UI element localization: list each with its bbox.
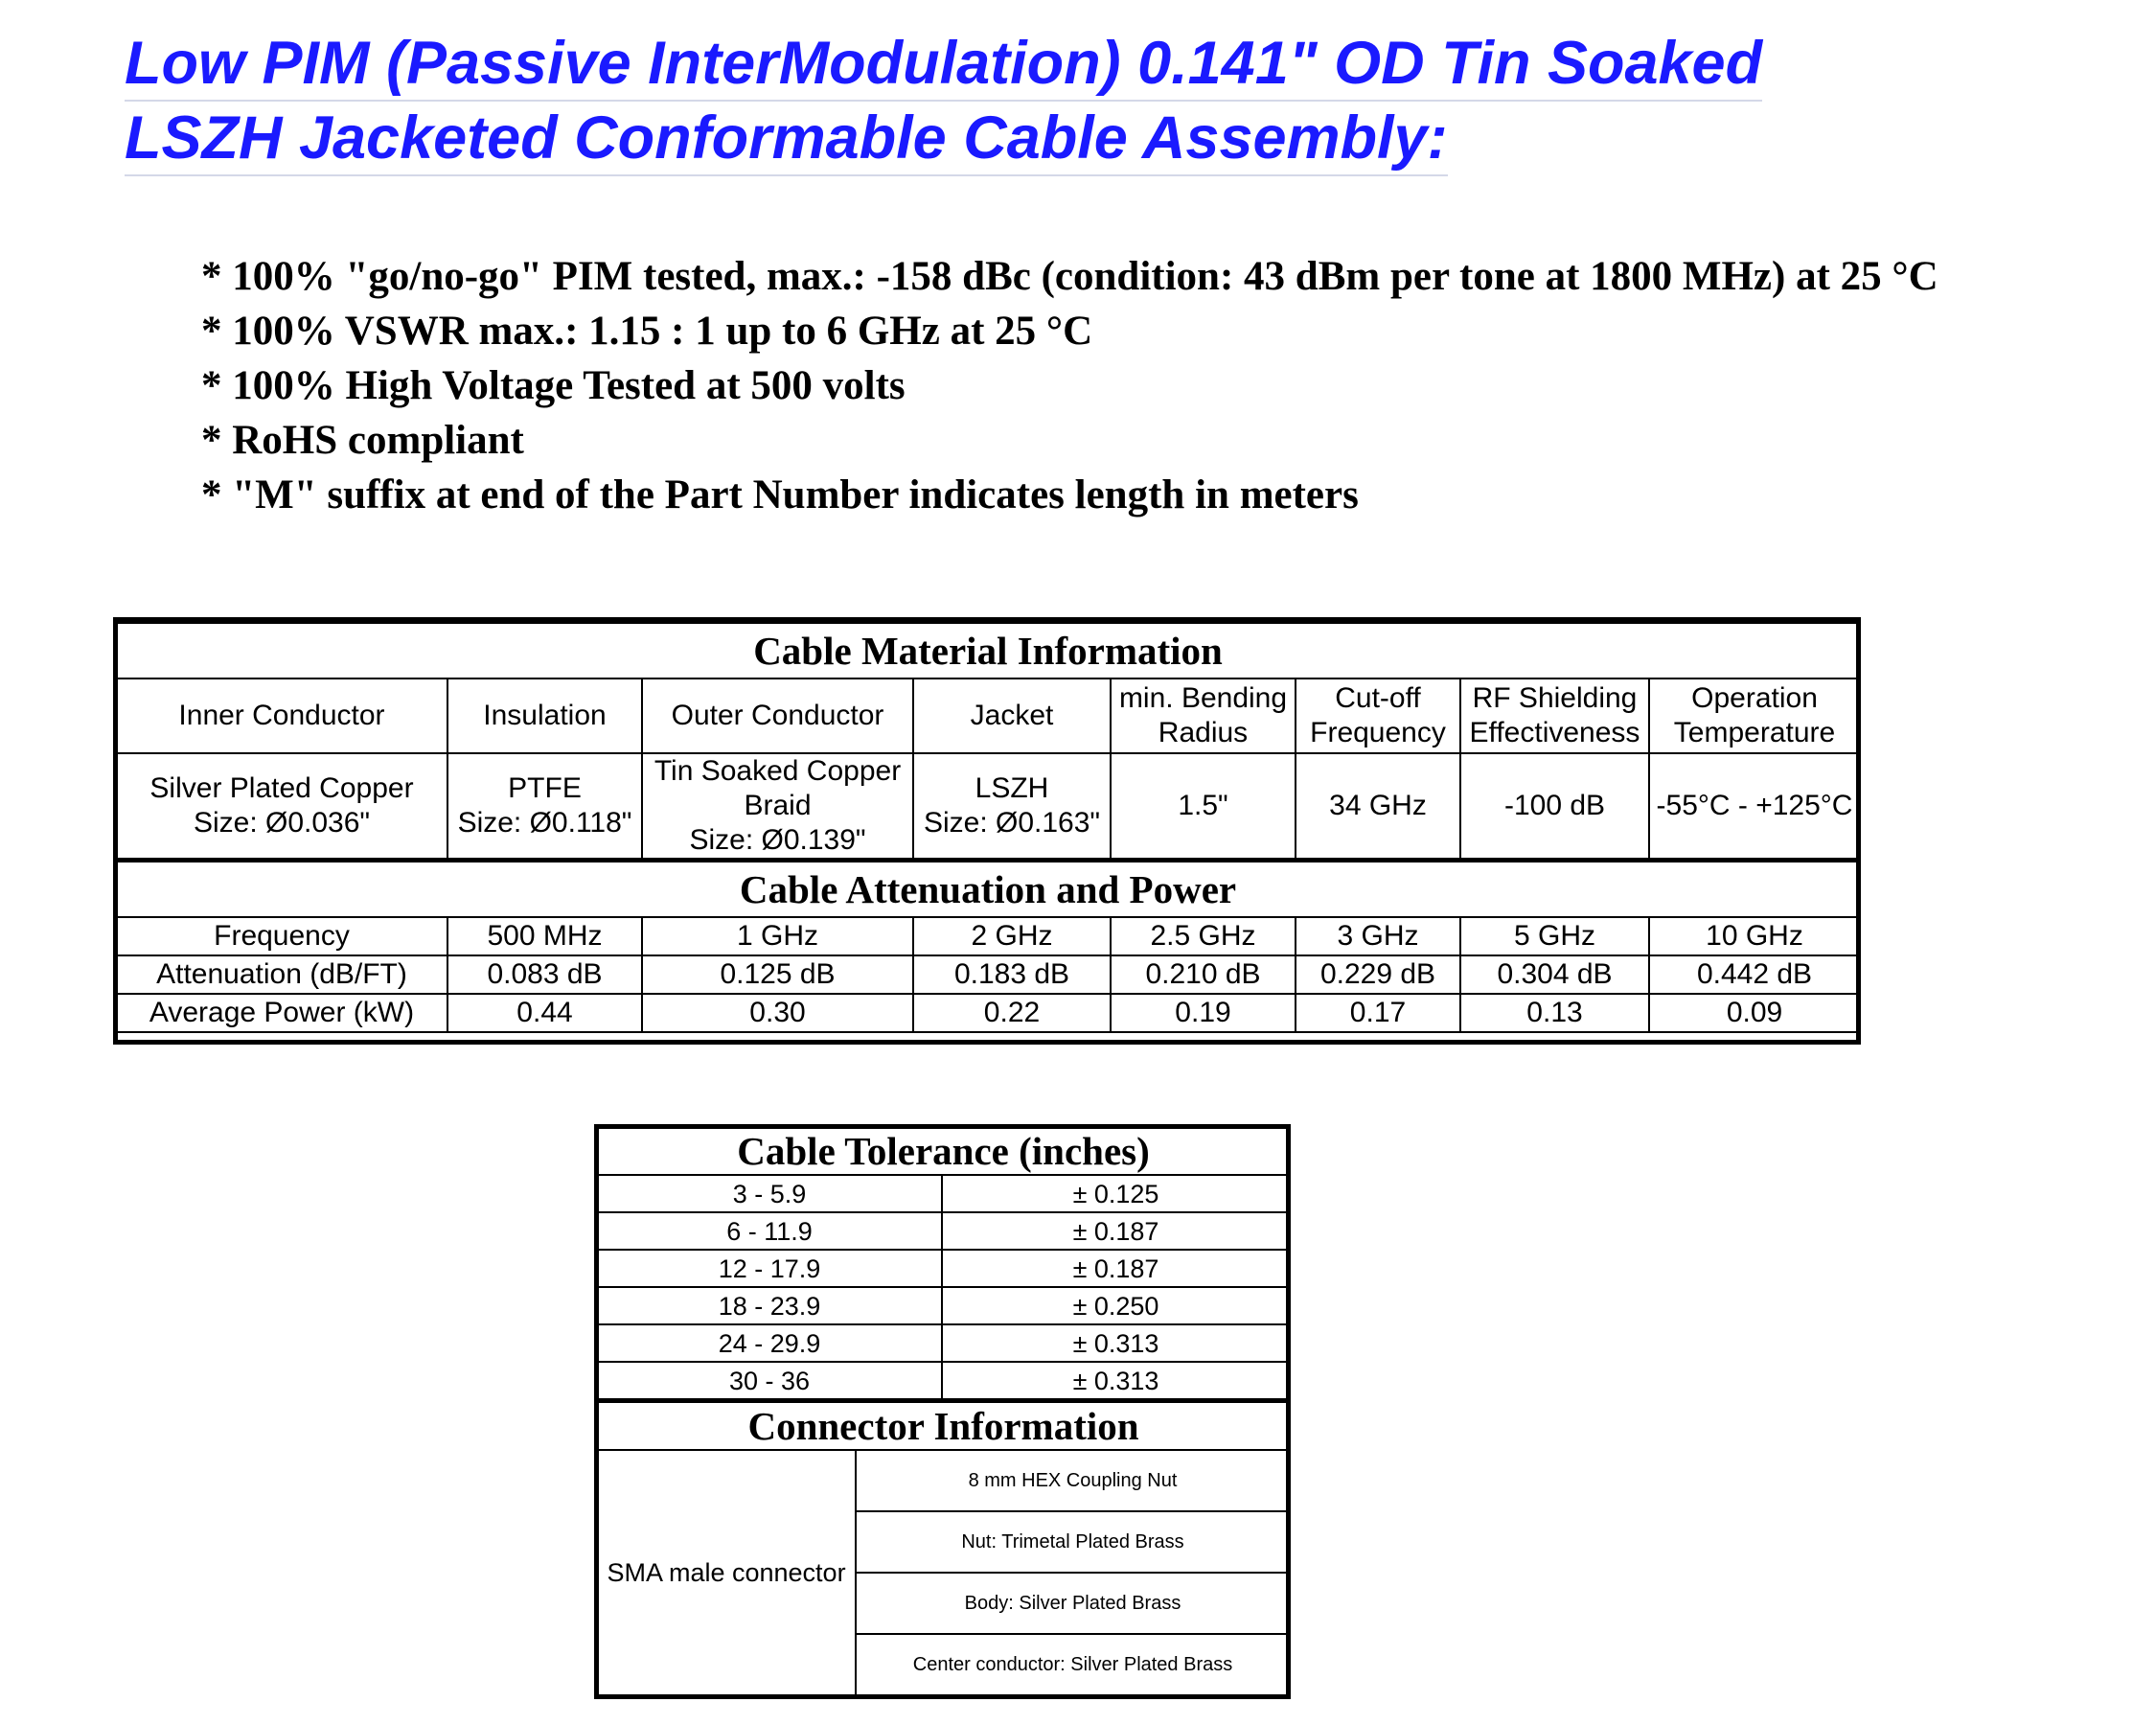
feature-item: * 100% VSWR max.: 1.15 : 1 up to 6 GHz at 25 °C — [201, 309, 1093, 354]
feature-item: * 100% "go/no-go" PIM tested, max.: -158 dBc (condition: 43 dBm per tone at 1800 MHz) at 25 °C — [201, 254, 1938, 299]
material-header-cell: Jacket — [913, 678, 1111, 753]
material-header-cell: Insulation — [447, 678, 642, 753]
connector-section-title: Connector Information — [597, 1401, 1290, 1451]
material-value-cell: Tin Soaked Copper Braid Size: Ø0.139" — [642, 753, 913, 861]
table-cell: 0.22 — [913, 994, 1111, 1032]
table-cell: 0.17 — [1296, 994, 1460, 1032]
tolerance-connector-table — [596, 1126, 1291, 1696]
tolerance-range: 30 - 36 — [597, 1362, 942, 1401]
table-cell: 5 GHz — [1460, 917, 1649, 955]
connector-detail: Center conductor: Silver Plated Brass — [856, 1634, 1290, 1695]
material-header-cell: Cut-off Frequency — [1296, 678, 1460, 753]
feature-item: * RoHS compliant — [201, 418, 524, 463]
table-cell: 0.125 dB — [642, 955, 913, 994]
cable-spec-table — [115, 619, 1861, 1033]
table-cell: 0.304 dB — [1460, 955, 1649, 994]
feature-list — [201, 249, 1938, 522]
material-value-row — [116, 753, 1860, 861]
material-header-cell: RF Shielding Effectiveness — [1460, 678, 1649, 753]
material-value-cell: -55°C - +125°C — [1649, 753, 1860, 861]
connector-name: SMA male connector — [597, 1450, 856, 1695]
attenuation-row-power — [116, 994, 1860, 1032]
connector-row — [597, 1450, 1290, 1511]
table-cell: 0.13 — [1460, 994, 1649, 1032]
tolerance-range: 12 - 17.9 — [597, 1250, 942, 1287]
table-cell: 0.210 dB — [1111, 955, 1296, 994]
tolerance-row — [597, 1287, 1290, 1324]
table-cell: 0.083 dB — [447, 955, 642, 994]
tolerance-range: 6 - 11.9 — [597, 1212, 942, 1250]
tolerance-section-title: Cable Tolerance (inches) — [597, 1127, 1290, 1175]
tolerance-value: ± 0.250 — [942, 1287, 1290, 1324]
material-value-cell: LSZH Size: Ø0.163" — [913, 753, 1111, 861]
table-cell: 0.30 — [642, 994, 913, 1032]
table-cell: 2 GHz — [913, 917, 1111, 955]
tolerance-row — [597, 1362, 1290, 1401]
page-title-line-1: Low PIM (Passive InterModulation) 0.141" OD Tin Soaked — [125, 27, 1762, 102]
tolerance-value: ± 0.313 — [942, 1324, 1290, 1362]
table-cell: 0.183 dB — [913, 955, 1111, 994]
table-cell: Frequency — [116, 917, 447, 955]
tolerance-range: 3 - 5.9 — [597, 1175, 942, 1212]
tolerance-value: ± 0.313 — [942, 1362, 1290, 1401]
attenuation-row-attenuation — [116, 955, 1860, 994]
material-value-cell: PTFE Size: Ø0.118" — [447, 753, 642, 861]
page-title-line-2: LSZH Jacketed Conformable Cable Assembly: — [125, 102, 1448, 176]
table-cell: Average Power (kW) — [116, 994, 447, 1032]
table-cell: 2.5 GHz — [1111, 917, 1296, 955]
attenuation-row-frequency — [116, 917, 1860, 955]
table-cell: 0.09 — [1649, 994, 1860, 1032]
table-cell: 10 GHz — [1649, 917, 1860, 955]
connector-detail: 8 mm HEX Coupling Nut — [856, 1450, 1290, 1511]
table-cell: 0.229 dB — [1296, 955, 1460, 994]
table-cell: 0.19 — [1111, 994, 1296, 1032]
tolerance-row — [597, 1175, 1290, 1212]
tolerance-range: 24 - 29.9 — [597, 1324, 942, 1362]
material-value-cell: 1.5" — [1111, 753, 1296, 861]
material-header-cell: Operation Temperature — [1649, 678, 1860, 753]
material-header-cell: Inner Conductor — [116, 678, 447, 753]
tolerance-value: ± 0.187 — [942, 1212, 1290, 1250]
table-cell: 0.442 dB — [1649, 955, 1860, 994]
tolerance-value: ± 0.125 — [942, 1175, 1290, 1212]
tolerance-row — [597, 1212, 1290, 1250]
table-cell: 500 MHz — [447, 917, 642, 955]
material-section-title: Cable Material Information — [116, 622, 1860, 679]
material-value-cell: -100 dB — [1460, 753, 1649, 861]
material-header-cell: Outer Conductor — [642, 678, 913, 753]
attenuation-section-title: Cable Attenuation and Power — [116, 861, 1860, 918]
material-header-row — [116, 678, 1860, 753]
tolerance-value: ± 0.187 — [942, 1250, 1290, 1287]
connector-detail: Nut: Trimetal Plated Brass — [856, 1511, 1290, 1573]
feature-item: * "M" suffix at end of the Part Number indicates length in meters — [201, 472, 1359, 518]
material-header-cell: min. Bending Radius — [1111, 678, 1296, 753]
table-cell: 0.44 — [447, 994, 642, 1032]
table-cell: 1 GHz — [642, 917, 913, 955]
tolerance-row — [597, 1250, 1290, 1287]
tolerance-range: 18 - 23.9 — [597, 1287, 942, 1324]
tolerance-row — [597, 1324, 1290, 1362]
material-value-cell: Silver Plated Copper Size: Ø0.036" — [116, 753, 447, 861]
connector-detail: Body: Silver Plated Brass — [856, 1573, 1290, 1634]
material-value-cell: 34 GHz — [1296, 753, 1460, 861]
feature-item: * 100% High Voltage Tested at 500 volts — [201, 363, 906, 408]
table-cell: Attenuation (dB/FT) — [116, 955, 447, 994]
table-cell: 3 GHz — [1296, 917, 1460, 955]
